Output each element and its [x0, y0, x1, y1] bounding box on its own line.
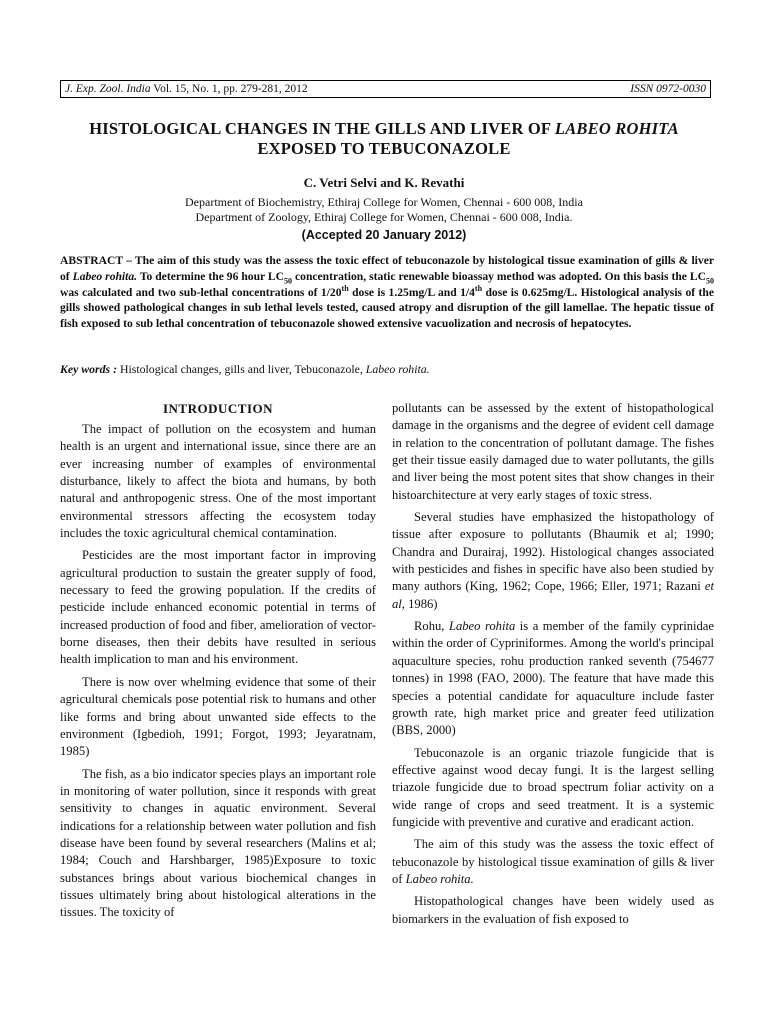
lc50-subscript-1: 50	[284, 276, 293, 286]
title-species: LABEO ROHITA	[554, 119, 679, 138]
abstract-species: Labeo rohita.	[72, 269, 138, 283]
abstract-text-1: – The aim of this study was the assess the toxic effect of tebuconazole by histological tissue examination of gills & liver of	[60, 254, 714, 283]
affiliation-2: Department of Zoology, Ethiraj College for Women, Chennai - 600 008, India.	[195, 210, 573, 224]
journal-header	[60, 80, 711, 98]
abstract-label: ABSTRACT	[60, 254, 123, 267]
keywords-text: Histological changes, gills and liver, Tebuconazole,	[117, 362, 366, 376]
right-p3-text-b: is a member of the family cyprinidae within the order of Cypriniformes. Among the world's principal aquaculture species, rohu production ranked seventh (754677 tonnes) in 1998 (FAO, 2000). The feature that have made this species a potential candidate for aquaculture include faster growth rate, high market price and greater feed utilization (BBS, 2000)	[392, 619, 714, 738]
intro-paragraph-3: There is now over whelming evidence that some of their agricultural chemicals pose potential risk to humans and other like forms and bring about unwanted side effects to the environment (Igbedioh, 1991; Forgot, 1993; Jeyaratnam, 1985)	[60, 674, 376, 759]
right-p3-text-a: Rohu,	[414, 619, 449, 634]
right-p3-species: Labeo rohita	[448, 619, 516, 634]
right-paragraph-6: Histopathological changes have been widely used as biomarkers in the evaluation of fish exposed to	[392, 894, 714, 926]
intro-paragraph-1: The impact of pollution on the ecosystem and human health is an urgent and international issue, since there are an ever increasing number of examples of environmental disturbance, likely to affect the biota and humans, by both natural and anthropogenic stress. One of the most important environmental stressors affecting the ecosystem today includes the toxic agricultural chemical contamination.	[60, 422, 376, 541]
right-p2-text-b: 1986)	[404, 596, 438, 611]
title-prefix: HISTOLOGICAL CHANGES IN THE GILLS AND LIVER OF	[89, 119, 555, 138]
intro-paragraph-2: Pesticides are the most important factor in improving agricultural production to sustain the greater supply of food, necessary to feed the growing population. If the credits of pesticide include enhanced economic potential in terms of increased production of food and fiber, amelioration of vector-borne diseases, then their debits have resulted in serious health implication to man and his environment.	[60, 548, 376, 667]
right-paragraph-5	[392, 836, 714, 888]
abstract-text-5: dose is 1.25mg/L and 1/4	[348, 285, 475, 299]
affiliation-1: Department of Biochemistry, Ethiraj College for Women, Chennai - 600 008, India	[185, 195, 583, 209]
right-p5-species: Labeo rohita.	[405, 871, 474, 886]
authors: C. Vetri Selvi and K. Revathi	[303, 175, 465, 190]
right-p2-etal: et al,	[392, 579, 714, 611]
introduction-heading: INTRODUCTION	[162, 401, 273, 416]
th-superscript-1: th	[341, 283, 349, 293]
lc50-subscript-2: 50	[705, 276, 714, 286]
right-paragraph-2	[392, 509, 714, 613]
paper-title	[40, 119, 728, 159]
abstract-text-3: concentration, static renewable bioassay method was adopted. On this basis the LC	[292, 269, 706, 283]
right-p5-text: The aim of this study was the assess the toxic effect of tebuconazole by histological tissue examination of gills & liver of	[392, 837, 714, 886]
intro-paragraph-4: The fish, as a bio indicator species plays an important role in monitoring of water pollution, since it responds with great sensitivity to changes in aquatic environment. Several indications for a relationship between water pollution and fish disease have been found by several researchers (Malins et al; 1984; Couch and Harshbarger, 1985)Exposure to toxic substances brings about various biochemical changes in tissues ultimately bring about histological alterations in the tissues. The toxicity of	[60, 766, 376, 920]
right-paragraph-4: Tebuconazole is an organic triazole fungicide that is effective against wood decay fungi. It is the largest selling triazole fungicide due to broad spectrum foliar activity on a wide range of crops and seed treatment. It is a systemic fungicide with preventive and curative and eradicant action.	[392, 745, 714, 829]
title-line-2: EXPOSED TO TEBUCONAZOLE	[257, 139, 511, 158]
keywords-species: Labeo rohita.	[365, 362, 430, 376]
left-column	[60, 400, 376, 922]
keywords-label: Key words :	[60, 362, 118, 376]
right-column	[392, 400, 714, 928]
journal-abbrev: J. Exp. Zool. India	[65, 83, 151, 95]
right-paragraph-3	[392, 618, 714, 739]
title-line-1	[40, 119, 728, 139]
abstract	[60, 253, 714, 332]
issn: ISSN 0972-0030	[630, 83, 706, 95]
right-paragraph-1: pollutants can be assessed by the extent of histopathological damage in the organisms and the degree of evident cell damage in relation to the concentration of pollutant damage. The fishes get their tissue easily damaged due to water pollutants, the gills and liver being the most potent sites that show changes in their histoarchitecture at very early stages of toxic stress.	[392, 401, 714, 502]
right-p2-text-a: Several studies have emphasized the histopathology of tissue after exposure to pollutants (Bhaumik et al; 1990; Chandra and Durairaj, 1992). Histological changes associated with pesticides and fishes in specific have also been studied by many authors (King, 1962; Cope, 1966; Eller, 1971; Razani	[392, 510, 714, 594]
abstract-text-4: was calculated and two sub-lethal concentrations of 1/20	[60, 285, 342, 299]
abstract-text-2: To determine the 96 hour LC	[137, 269, 285, 283]
journal-citation	[65, 83, 308, 95]
abstract-text-6: dose is 0.625mg/L. Histological analysis of the gills showed pathological changes in sub lethal levels tested, caused atropy and disruption of the gill lamellae. The hepatic tissue of fish exposed to sub lethal concentration of tebuconazole showed extensive vacuolization and necrosis of hepatocytes.	[60, 285, 714, 331]
th-superscript-2: th	[474, 283, 483, 293]
accepted-date: (Accepted 20 January 2012)	[301, 228, 467, 242]
volume-info: Vol. 15, No. 1, pp. 279-281, 2012	[153, 83, 308, 95]
keywords	[60, 362, 714, 377]
